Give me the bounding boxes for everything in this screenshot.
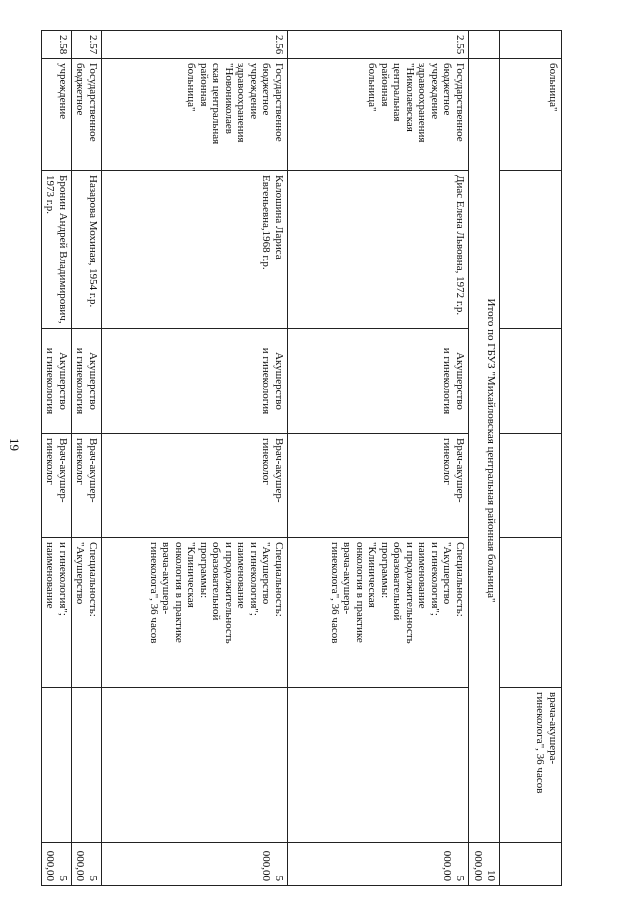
amount-cell: 5 000,00 — [72, 843, 102, 886]
specialty-cell: Акушерство и гинекология — [288, 329, 469, 434]
specialty-cell: Акушерство и гинекология — [102, 329, 288, 434]
row-number: 2.56 — [102, 31, 288, 59]
subtotal-row — [469, 31, 500, 886]
person-cell: Назарова Мохиная, 1954 г.р. — [72, 171, 102, 329]
program-cell: врача-акушера- гинеколога", 36 часов — [500, 688, 562, 843]
amount-cell: 5 000,00 — [42, 843, 72, 886]
page-number: 19 — [7, 438, 22, 451]
program-cell: Специальность: "Акушерство — [72, 538, 102, 688]
table-row — [72, 31, 102, 886]
row-number: 2.55 — [288, 31, 469, 59]
person-cell: Калошина Лариса Евгеньевна,1968 г.р. — [102, 171, 288, 329]
person-cell: Бронин Андрей Владимирович, 1973 г.р. — [42, 171, 72, 329]
program-cell: и гинекология"; наименование — [42, 538, 72, 688]
row-number: 2.57 — [72, 31, 102, 59]
specialty-cell: Акушерство и гинекология — [42, 329, 72, 434]
org-cell: Государственное бюджетное учреждение здравоохранения "Николаевская центральная районная больница" — [288, 59, 469, 171]
table-row — [500, 31, 562, 886]
position-cell: Врач-акушер- гинеколог — [42, 434, 72, 538]
program-cell: Специальность: "Акушерство и гинекология"; наименование и продолжительность образовательной программы: "Клиническая онкология в практике врача-акушера- гинеколога", 36 часов — [102, 538, 288, 688]
subtotal-amount: 10 000,00 — [469, 843, 500, 886]
subtotal-label: Итого по ГБУЗ "Михайловская центральная районная больница" — [469, 59, 500, 843]
person-cell: Диас Елена Львовна, 1972 г.р. — [288, 171, 469, 329]
amount-cell: 5 000,00 — [102, 843, 288, 886]
table-row — [102, 31, 288, 886]
training-table — [41, 30, 562, 886]
specialty-cell: Акушерство и гинекология — [72, 329, 102, 434]
position-cell: Врач-акушер- гинеколог — [288, 434, 469, 538]
org-cell: Государственное бюджетное учреждение здравоохранения "Новониколаев ская центральная районная больница" — [102, 59, 288, 171]
rotated-document-table — [44, 30, 562, 885]
row-number: 2.58 — [42, 31, 72, 59]
program-cell: Специальность: "Акушерство и гинекология"; наименование и продолжительность образовательной программы: "Клиническая онкология в практике врача-акушера- гинеколога", 36 часов — [288, 538, 469, 688]
amount-cell: 5 000,00 — [288, 843, 469, 886]
position-cell: Врач-акушер- гинеколог — [72, 434, 102, 538]
table-row — [42, 31, 72, 886]
org-cell: Государственное бюджетное — [72, 59, 102, 171]
position-cell: Врач-акушер- гинеколог — [102, 434, 288, 538]
org-cell: больница" — [500, 59, 562, 171]
table-row — [288, 31, 469, 886]
org-cell: учреждение — [42, 59, 72, 171]
